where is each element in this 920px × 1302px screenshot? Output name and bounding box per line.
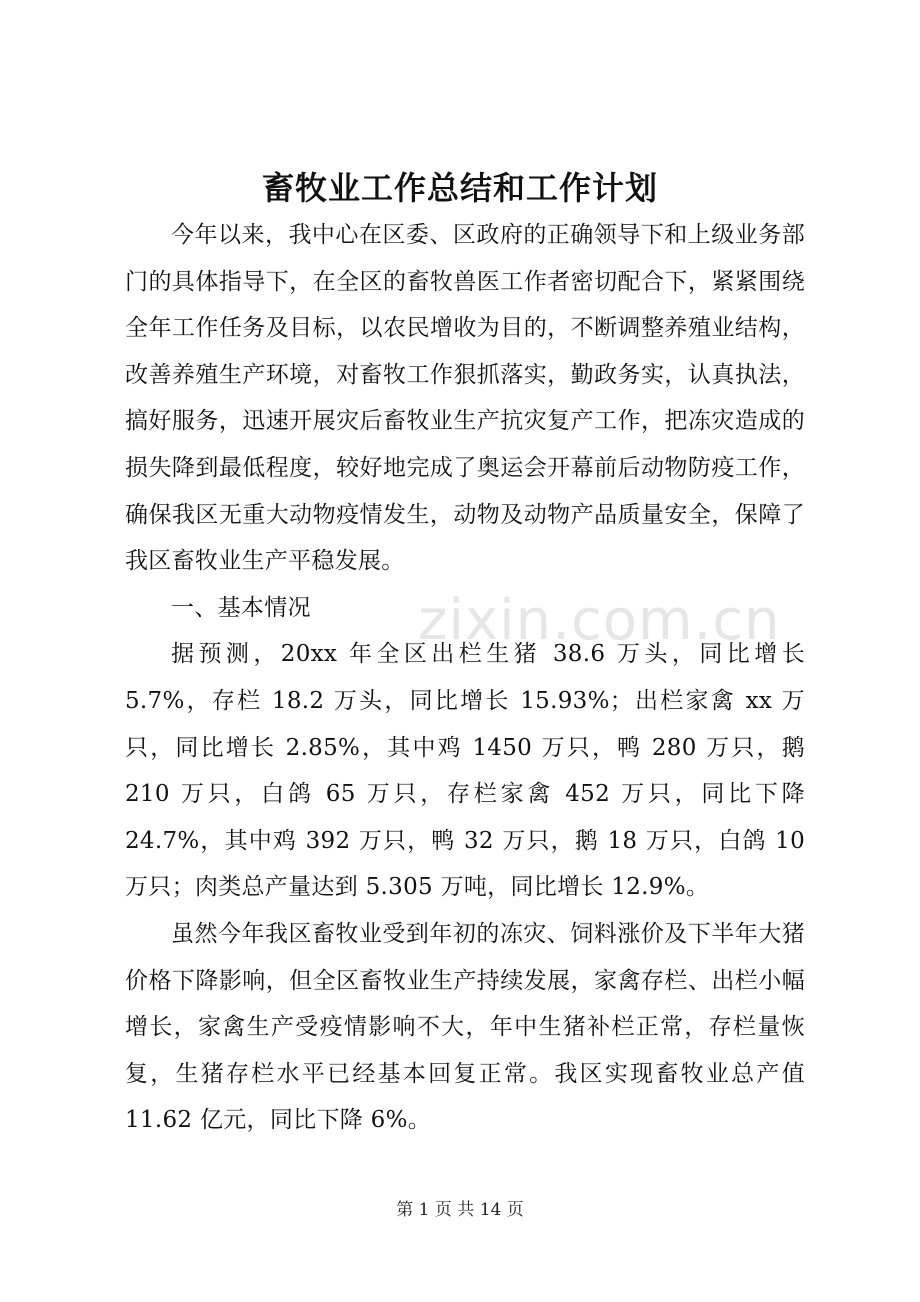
intro-paragraph: 今年以来，我中心在区委、区政府的正确领导下和上级业务部门的具体指导下，在全区的畜牧兽医工作者密切配合下，紧紧围绕全年工作任务及目标，以农民增收为目的，不断调整养殖业结构，改善养殖生产环境，对畜牧工作狠抓落实，勤政务实，认真执法，搞好服务，迅速开展灾后畜牧业生产抗灾复产工作，把冻灾造成的损失降到最低程度，较好地完成了奥运会开幕前后动物防疫工作，确保我区无重大动物疫情发生，动物及动物产品质量安全，保障了我区畜牧业生产平稳发展。: [125, 222, 805, 575]
statistics-paragraph: 据预测，20xx 年全区出栏生猪 38.6 万头，同比增长 5.7%，存栏 18.2 万头，同比增长 15.93%；出栏家禽 xx 万只，同比增长 2.85%，其中鸡 1450 万只，鸭 280 万只，鹅 210 万只，白鸽 65 万只，存栏家禽 452 万只，同比下降 24.7%，其中鸡 392 万只，鸭 32 万只，鹅 18 万只，白鸽 10 万只；肉类总产量达到 5.305 万吨，同比增长 12.9%。: [125, 641, 805, 901]
section-heading: 一、基本情况: [171, 594, 311, 621]
document-title: 畜牧业工作总结和工作计划: [261, 169, 658, 207]
watermark: zixin.com.cn: [418, 588, 781, 653]
document-body: [125, 212, 805, 1144]
analysis-paragraph: 虽然今年我区畜牧业受到年初的冻灾、饲料涨价及下半年大猪价格下降影响，但全区畜牧业生产持续发展，家禽存栏、出栏小幅增长，家禽生产受疫情影响不大，年中生猪补栏正常，存栏量恢复，生猪存栏水平已经基本回复正常。我区实现畜牧业总产值 11.62 亿元，同比下降 6%。: [125, 920, 805, 1134]
page-number-footer: 第 1 页 共 14 页: [396, 1200, 524, 1220]
